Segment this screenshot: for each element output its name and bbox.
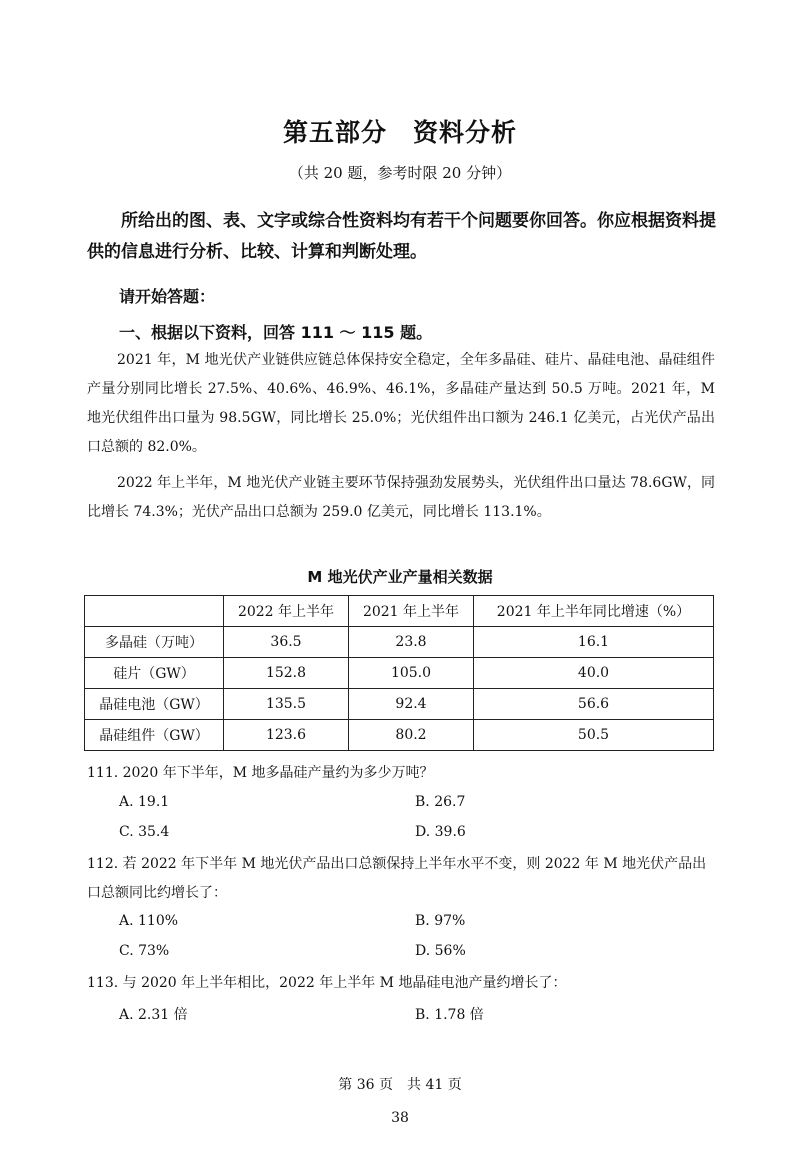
table-cell: 36.5 [224, 627, 349, 658]
table-row [85, 627, 714, 658]
option-112-d[interactable]: D. 56% [415, 943, 466, 959]
section-heading: 一、根据以下资料，回答 111 ～ 115 题。 [119, 323, 433, 342]
table-cell: 23.8 [349, 627, 474, 658]
question-111: 111. 2020 年下半年，M 地多晶硅产量约为多少万吨？ [87, 765, 434, 781]
passage-paragraph-1: 2021 年，M 地光伏产业链供应链总体保持安全稳定，全年多晶硅、硅片、晶硅电池、晶硅组件产量分别同比增长 27.5%、40.6%、46.9%、46.1%，多晶硅产量达到 50.5 万吨。2021 年，M 地光伏组件出口量为 98.5GW，同比增长 25.0%；光伏组件出口额为 246.1 亿美元，占光伏产品出口总额的 82.0%。 [87, 352, 715, 455]
table-cell: 105.0 [349, 658, 474, 689]
table-cell: 多晶硅（万吨） [85, 627, 224, 658]
option-112-b[interactable]: B. 97% [415, 913, 466, 929]
option-112-c[interactable]: C. 73% [119, 943, 170, 959]
option-111-a[interactable]: A. 19.1 [119, 794, 170, 810]
passage-paragraph-2: 2022 年上半年，M 地光伏产业链主要环节保持强劲发展势头，光伏组件出口量达 78.6GW，同比增长 74.3%；光伏产品出口总额为 259.0 亿美元，同比增长 113.1%。 [87, 475, 715, 520]
table-header-cell: 2021 年上半年同比增速（%） [474, 596, 714, 627]
table-cell: 50.5 [474, 720, 714, 751]
page-footer: 第 36 页 共 41 页 [338, 1077, 462, 1093]
option-112-a[interactable]: A. 110% [119, 913, 179, 929]
table-header-cell [85, 596, 224, 627]
instructions: 所给出的图、表、文字或综合性资料均有若干个问题要你回答。你应根据资料提供的信息进行分析、比较、计算和判断处理。 [87, 211, 716, 262]
option-113-b[interactable]: B. 1.78 倍 [415, 1007, 484, 1023]
option-113-a[interactable]: A. 2.31 倍 [119, 1007, 188, 1023]
data-table [84, 595, 714, 751]
table-cell: 135.5 [224, 689, 349, 720]
table-cell: 152.8 [224, 658, 349, 689]
table-cell: 晶硅电池（GW） [85, 689, 224, 720]
table-row [85, 658, 714, 689]
table-cell: 硅片（GW） [85, 658, 224, 689]
question-112: 112. 若 2022 年下半年 M 地光伏产品出口总额保持上半年水平不变，则 2022 年 M 地光伏产品出口总额同比约增长了： [87, 856, 707, 901]
start-label: 请开始答题： [119, 287, 216, 306]
option-111-b[interactable]: B. 26.7 [415, 794, 466, 810]
table-cell: 晶硅组件（GW） [85, 720, 224, 751]
table-cell: 80.2 [349, 720, 474, 751]
page-title: 第五部分 资料分析 [282, 118, 517, 147]
table-cell: 16.1 [474, 627, 714, 658]
table-cell: 92.4 [349, 689, 474, 720]
page-number: 38 [391, 1110, 409, 1126]
table-header-row [85, 596, 714, 627]
table-header-cell: 2021 年上半年 [349, 596, 474, 627]
table-title: M 地光伏产业产量相关数据 [307, 568, 493, 586]
question-113: 113. 与 2020 年上半年相比，2022 年上半年 M 地晶硅电池产量约增长了： [87, 975, 567, 991]
option-111-d[interactable]: D. 39.6 [415, 824, 466, 840]
option-111-c[interactable]: C. 35.4 [119, 824, 170, 840]
table-header-cell: 2022 年上半年 [224, 596, 349, 627]
table-row [85, 720, 714, 751]
table-cell: 56.6 [474, 689, 714, 720]
page-subtitle: （共 20 题，参考时限 20 分钟） [288, 164, 512, 182]
table-cell: 40.0 [474, 658, 714, 689]
table-row [85, 689, 714, 720]
table-cell: 123.6 [224, 720, 349, 751]
